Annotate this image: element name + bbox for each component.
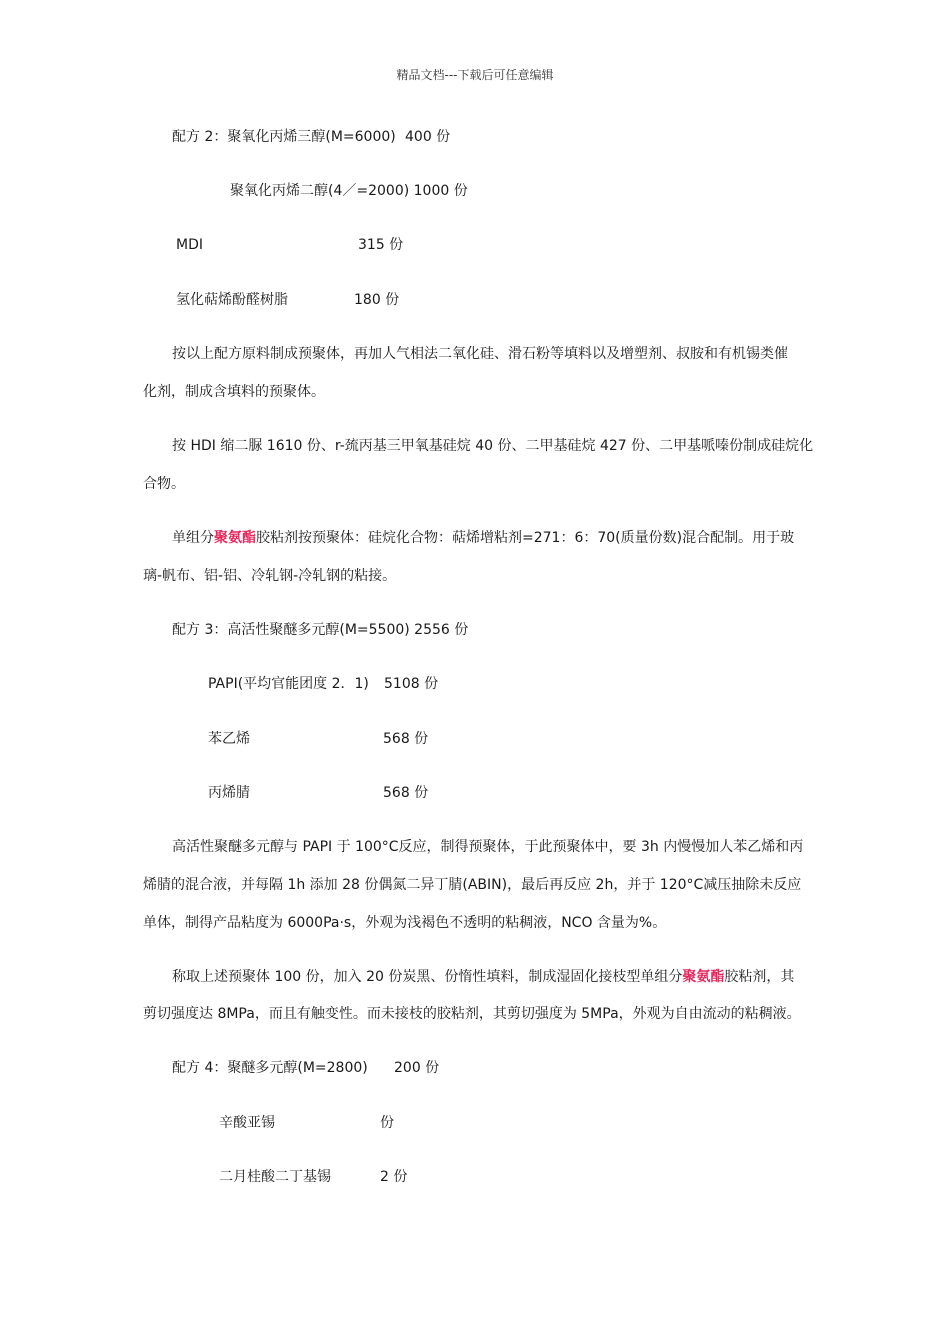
paragraph-line <box>172 528 794 548</box>
formula2-item: MDI <box>176 237 203 253</box>
formula4-title: 配方 4：聚醚多元醇(M=2800) <box>172 1060 368 1076</box>
formula2-item: 聚氧化丙烯二醇(4／=2000) 1000 份 <box>230 183 468 199</box>
paragraph-line: 烯腈的混合液，并每隔 1h 添加 28 份偶氮二异丁腈(ABIN)，最后再反应 2h，并于 120°C减压抽除未反应 <box>143 877 802 893</box>
page-header: 精品文档---下载后可任意编辑 <box>396 68 554 82</box>
paragraph-line: 合物。 <box>143 476 185 492</box>
paragraph-line <box>172 967 794 987</box>
formula4-item-amount: 份 <box>380 1115 394 1131</box>
paragraph-line: 剪切强度达 8MPa，而且有触变性。而未接枝的胶粘剂，其剪切强度为 5MPa，外观为自由流动的粘稠液。 <box>143 1006 801 1022</box>
text-segment: 称取上述预聚体 100 份，加入 20 份炭黑、份惰性填料，制成湿固化接枝型单组分 <box>172 969 683 985</box>
keyword-highlight: 聚氨酯 <box>214 530 256 546</box>
text-segment: 胶粘剂按预聚体：硅烷化合物：萜烯增粘剂=271：6：70(质量份数)混合配制。用于玻 <box>256 530 795 546</box>
formula3-item: 苯乙烯 <box>208 731 250 747</box>
keyword-highlight: 聚氨酯 <box>682 969 725 985</box>
formula3-item: 丙烯腈 <box>208 785 250 801</box>
paragraph-line: 按 HDI 缩二脲 1610 份、r-巯丙基三甲氧基硅烷 40 份、二甲基硅烷 427 份、二甲基哌嗪份制成硅烷化 <box>172 438 814 454</box>
paragraph-line: 按以上配方原料制成预聚体，再加人气相法二氧化硅、滑石粉等填料以及增塑剂、叔胺和有机锡类催 <box>172 346 788 362</box>
formula2-title-amount: 400 份 <box>405 129 451 145</box>
formula2-item-amount: 315 份 <box>358 237 404 253</box>
paragraph-line: 化剂，制成含填料的预聚体。 <box>143 384 325 400</box>
paragraph-line: 璃-帆布、铝-铝、冷轧钢-冷轧钢的粘接。 <box>143 568 397 584</box>
formula3-item-amount: 5108 份 <box>384 676 439 692</box>
formula3-item-amount: 568 份 <box>383 731 429 747</box>
formula2-item-amount: 180 份 <box>354 292 400 308</box>
formula4-item: 辛酸亚锡 <box>219 1115 275 1131</box>
formula4-title-amount: 200 份 <box>394 1060 440 1076</box>
paragraph-line: 单体，制得产品粘度为 6000Pa·s，外观为浅褐色不透明的粘稠液，NCO 含量为%。 <box>143 915 667 931</box>
paragraph-line: 高活性聚醚多元醇与 PAPI 于 100°C反应，制得预聚体，于此预聚体中，要 3h 内慢慢加人苯乙烯和丙 <box>172 839 804 855</box>
formula3-title: 配方 3：高活性聚醚多元醇(M=5500) 2556 份 <box>172 622 469 638</box>
formula2-title: 配方 2：聚氧化丙烯三醇(M=6000) <box>172 129 396 145</box>
formula4-item-amount: 2 份 <box>380 1169 408 1185</box>
text-segment: 胶粘剂，其 <box>724 969 795 985</box>
formula3-item: PAPI(平均官能团度 2．1) <box>208 676 369 692</box>
formula2-item: 氢化萜烯酚醛树脂 <box>176 292 288 308</box>
text-segment: 单组分 <box>172 530 214 546</box>
formula3-item-amount: 568 份 <box>383 785 429 801</box>
formula4-item: 二月桂酸二丁基锡 <box>219 1169 331 1185</box>
